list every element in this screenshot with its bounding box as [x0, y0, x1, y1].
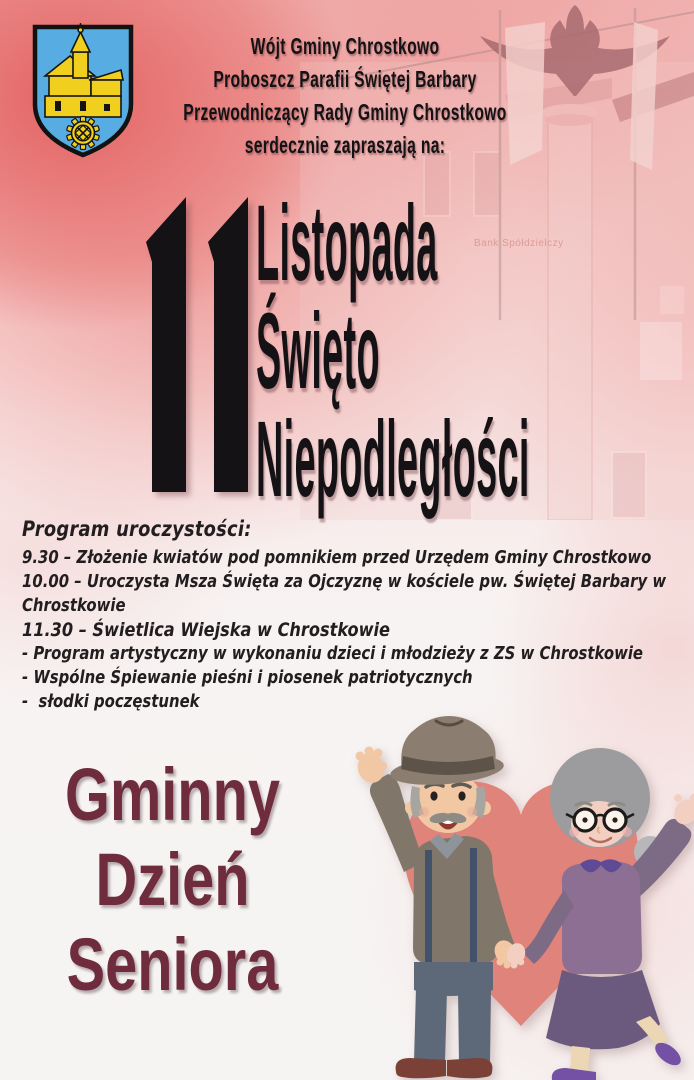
- program-item: 9.30 – Złożenie kwiatów pod pomnikiem przed Urzędem Gminy Chrostkowo: [22, 548, 652, 568]
- senior-couple-illustration: [330, 700, 694, 1080]
- organizer-line: Przewodniczący Rady Gminy Chrostkowo: [183, 99, 507, 125]
- program-item: - słodki poczęstunek: [22, 692, 200, 712]
- program-item: 11.30 – Świetlica Wiejska w Chrostkowie: [22, 619, 390, 641]
- event-title: [38, 752, 307, 1007]
- title-line-listopada: Listopada: [256, 182, 438, 303]
- digit-one: [208, 197, 248, 492]
- event-title-line: Dzień: [95, 838, 250, 921]
- event-title-line: Seniora: [66, 923, 279, 1006]
- digit-one: [146, 197, 186, 492]
- title-line-niepodleglosci: Niepodległości: [256, 398, 530, 519]
- program-section: [22, 516, 677, 714]
- program-heading: Program uroczystości:: [22, 517, 252, 541]
- organizer-line: Wójt Gminy Chrostkowo: [250, 33, 440, 59]
- program-item: - Wspólne Śpiewanie pieśni i piosenek patriotycznych: [22, 668, 473, 688]
- program-item: 10.00 – Uroczysta Msza Święta za Ojczyznę w kościele pw. Świętej Barbary w Chrostkowie: [22, 572, 672, 616]
- title-line-swieto: Święto: [256, 290, 380, 411]
- hat-icon: [389, 716, 505, 789]
- program-item: - Program artystyczny w wykonaniu dzieci i młodzieży z ZS w Chrostkowie: [22, 644, 644, 664]
- building-sign-text: Bank Spółdzielczy: [474, 238, 564, 249]
- event-title-line: Gminny: [65, 753, 280, 836]
- invitation-line: serdecznie zapraszają na:: [244, 132, 446, 158]
- organizer-line: Proboszcz Parafii Świętej Barbary: [213, 66, 477, 92]
- man-figure: [354, 716, 516, 1078]
